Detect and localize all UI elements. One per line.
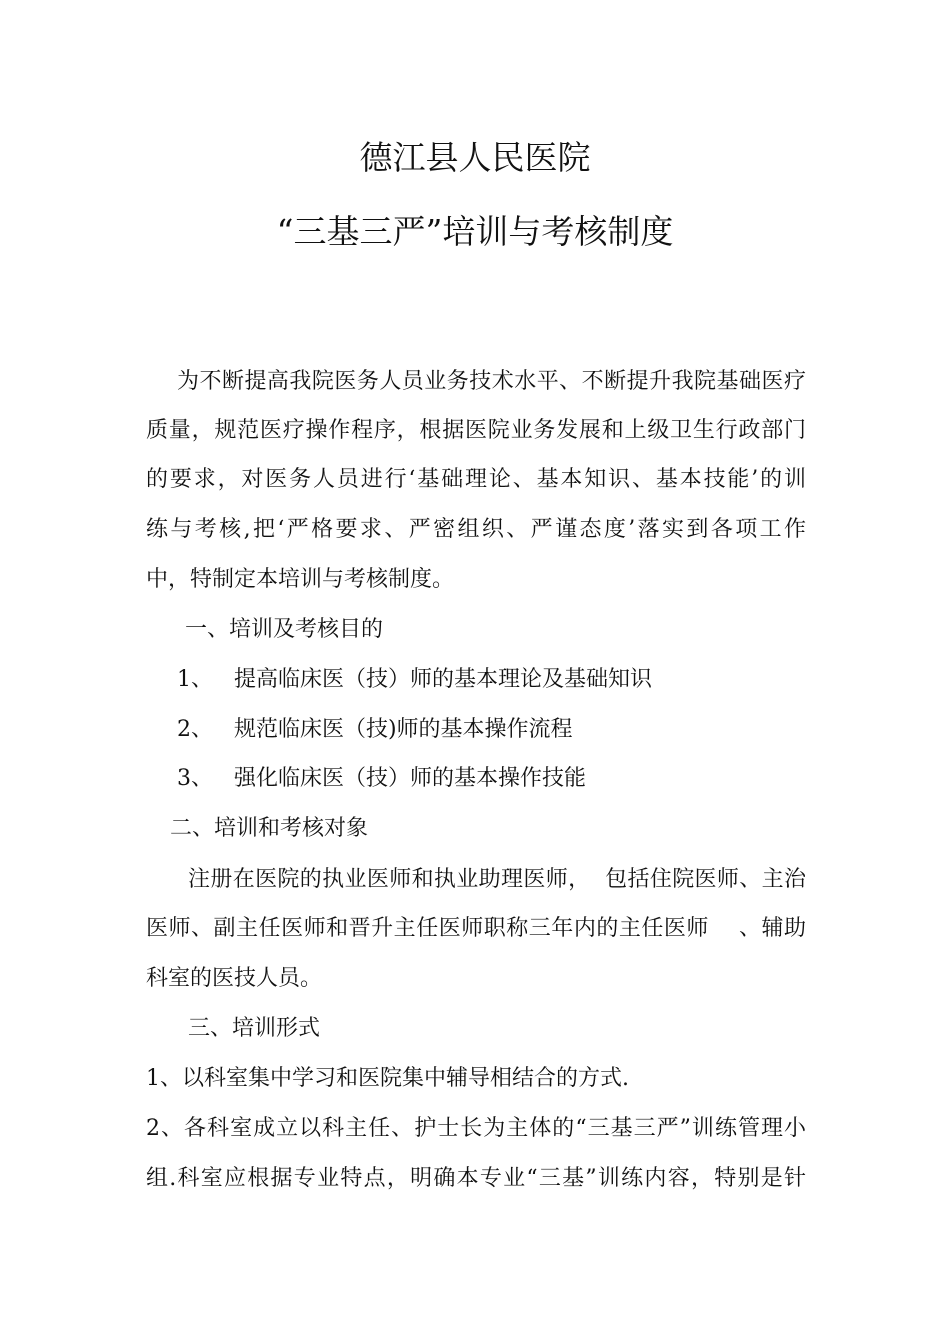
section-heading-purpose: 一、培训及考核目的 <box>185 617 384 642</box>
paragraph-line: 为不断提高我院医务人员业务技术水平、不断提升我院基础医疗 <box>177 369 806 394</box>
document-title-hospital: 德江县人民医院 <box>359 138 591 177</box>
paragraph-line: 科室的医技人员。 <box>146 966 323 991</box>
list-item: 1、 提高临床医（技）师的基本理论及基础知识 <box>177 667 652 692</box>
document-title-policy: “三基三严”培训与考核制度 <box>276 212 674 251</box>
paragraph-line: 组.科室应根据专业特点，明确本专业“三基”训练内容，特别是针 <box>146 1166 806 1191</box>
section-heading-target: 二、培训和考核对象 <box>170 816 369 841</box>
paragraph-line: 质量，规范医疗操作程序，根据医院业务发展和上级卫生行政部门 <box>146 418 806 443</box>
paragraph-line: 1、以科室集中学习和医院集中辅导相结合的方式. <box>146 1066 629 1091</box>
paragraph-line: 2、各科室成立以科主任、护士长为主体的“三基三严”训练管理小 <box>146 1116 806 1141</box>
paragraph-line: 医师、副主任医师和晋升主任医师职称三年内的主任医师 、辅助 <box>146 916 806 941</box>
paragraph-line: 练与考核,把‘严格要求、严密组织、严谨态度’落实到各项工作 <box>146 517 806 542</box>
paragraph-line: 注册在医院的执业医师和执业助理医师， 包括住院医师、主治 <box>188 867 806 892</box>
list-item: 3、 强化临床医（技）师的基本操作技能 <box>177 766 586 791</box>
list-item: 2、 规范临床医（技)师的基本操作流程 <box>177 717 573 742</box>
paragraph-line: 的要求，对医务人员进行‘基础理论、基本知识、基本技能’的训 <box>146 467 806 492</box>
section-heading-format: 三、培训形式 <box>188 1016 321 1041</box>
paragraph-line: 中，特制定本培训与考核制度。 <box>146 567 455 592</box>
